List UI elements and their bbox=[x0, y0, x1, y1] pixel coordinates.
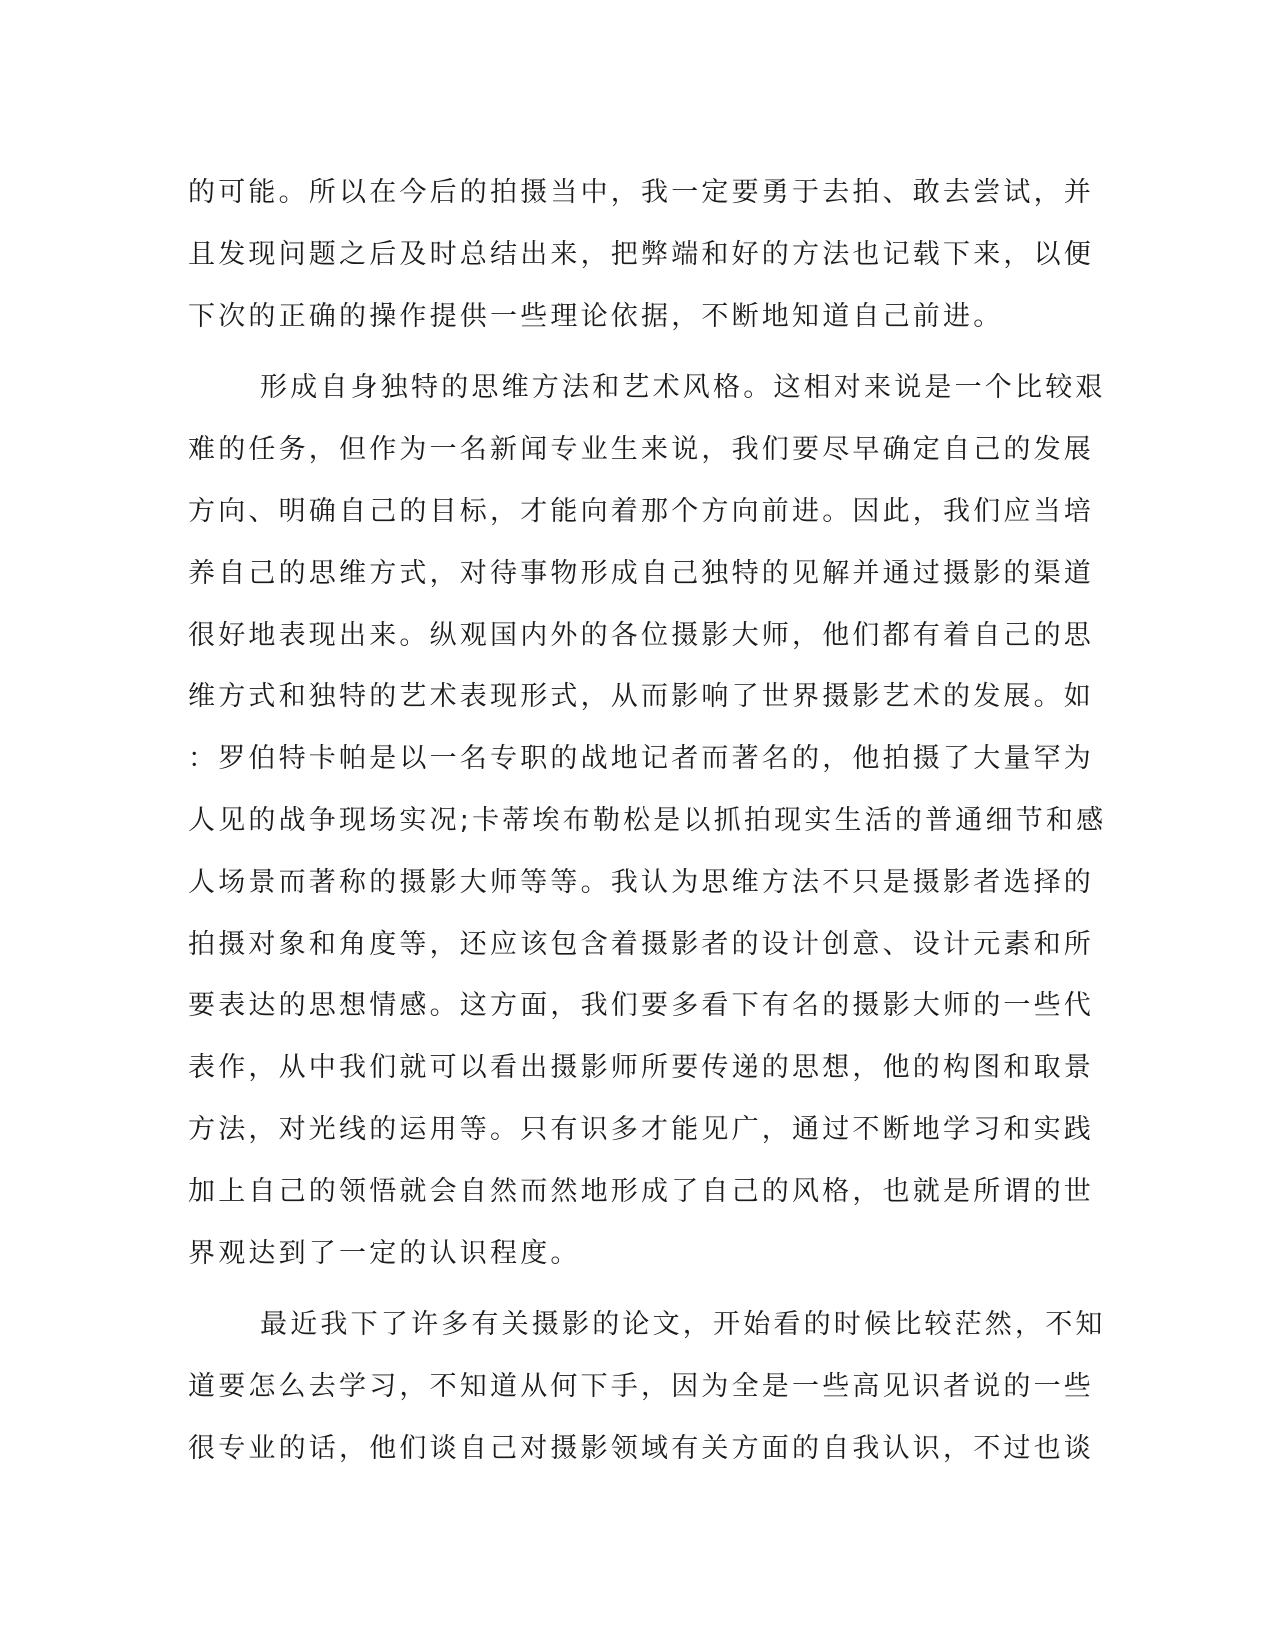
text-line: 很好地表现出来。纵观国内外的各位摄影大师，他们都有着自己的思 bbox=[188, 619, 1094, 651]
text-line: 拍摄对象和角度等，还应该包含着摄影者的设计创意、设计元素和所 bbox=[188, 928, 1094, 960]
paragraph-gap bbox=[188, 1284, 1068, 1294]
text-line: 的可能。所以在今后的拍摄当中，我一定要勇于去拍、敢去尝试，并 bbox=[188, 177, 1094, 208]
text-line: 很专业的话，他们谈自己对摄影领域有关方面的自我认识，不过也谈 bbox=[188, 1432, 1094, 1464]
text-line: ：罗伯特卡帕是以一名专职的战地记者而著名的，他拍摄了大量罕为 bbox=[188, 743, 1094, 775]
text-body bbox=[188, 162, 1107, 1480]
text-line: 人见的战争现场实况;卡蒂埃布勒松是以抓拍现实生活的普通细节和感 bbox=[188, 804, 1107, 836]
text-line: 要表达的思想情感。这方面，我们要多看下有名的摄影大师的一些代 bbox=[188, 990, 1094, 1022]
paragraph-3 bbox=[188, 1294, 1106, 1479]
text-line: 道要怎么去学习，不知道从何下手，因为全是一些高见识者说的一些 bbox=[188, 1371, 1094, 1403]
paragraph-2 bbox=[188, 357, 1107, 1284]
text-line: 难的任务，但作为一名新闻专业生来说，我们要尽早确定自己的发展 bbox=[188, 434, 1094, 466]
text-line: 加上自己的领悟就会自然而然地形成了自己的风格，也就是所谓的世 bbox=[188, 1175, 1094, 1207]
text-line: 形成自身独特的思维方法和艺术风格。这相对来说是一个比较艰 bbox=[260, 372, 1106, 404]
text-line: 下次的正确的操作提供一些理论依据，不断地知道自己前进。 bbox=[188, 300, 1004, 332]
text-line: 方法，对光线的运用等。只有识多才能见广，通过不断地学习和实践 bbox=[188, 1113, 1094, 1145]
text-line: 界观达到了一定的认识程度。 bbox=[188, 1237, 581, 1269]
text-line: 且发现问题之后及时总结出来，把弊端和好的方法也记载下来，以便 bbox=[188, 238, 1094, 270]
text-line: 表作，从中我们就可以看出摄影师所要传递的思想，他的构图和取景 bbox=[188, 1052, 1094, 1084]
text-line: 方向、明确自己的目标，才能向着那个方向前进。因此，我们应当培 bbox=[188, 495, 1094, 527]
text-line: 人场景而著称的摄影大师等等。我认为思维方法不只是摄影者选择的 bbox=[188, 866, 1094, 898]
text-line: 维方式和独特的艺术表现形式，从而影响了世界摄影艺术的发展。如 bbox=[188, 681, 1094, 713]
text-line: 最近我下了许多有关摄影的论文，开始看的时候比较茫然，不知 bbox=[260, 1309, 1106, 1341]
paragraph-gap bbox=[188, 347, 1068, 357]
text-line: 养自己的思维方式，对待事物形成自己独特的见解并通过摄影的渠道 bbox=[188, 557, 1094, 589]
paragraph-1 bbox=[188, 162, 1094, 347]
